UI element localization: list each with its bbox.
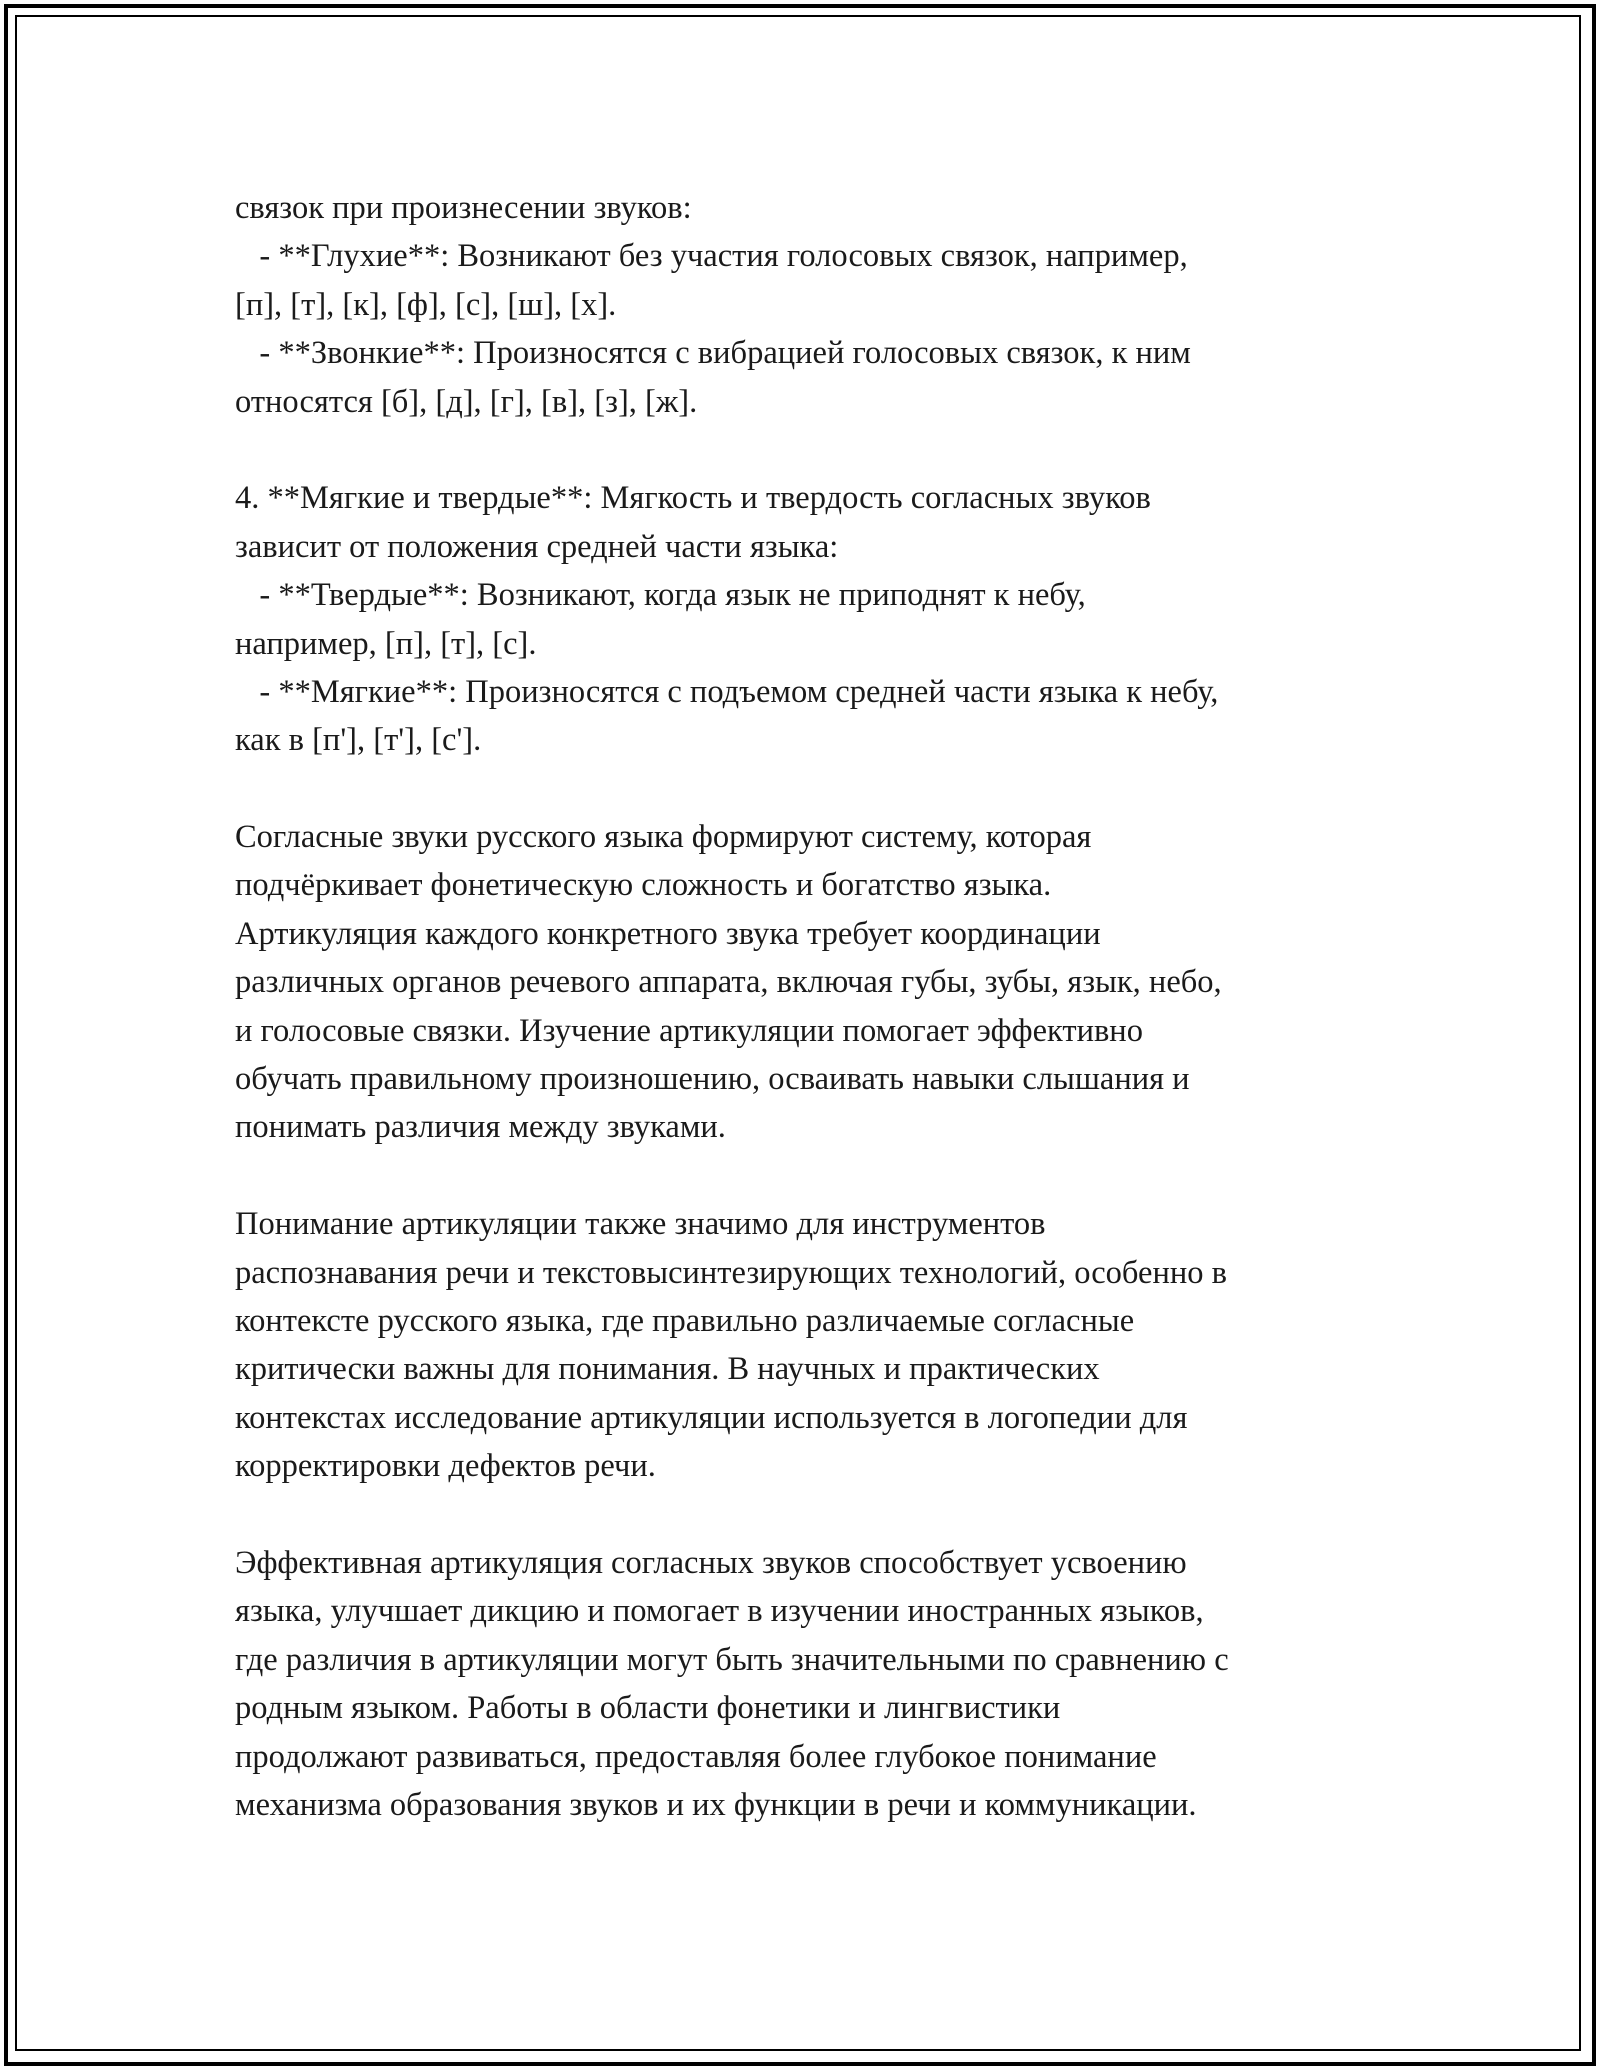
paragraph-gap [235, 765, 1395, 813]
text-line: где различия в артикуляции могут быть значительными по сравнению с [235, 1641, 1229, 1678]
text-line: 4. **Мягкие и твердые**: Мягкость и твердость согласных звуков [235, 480, 1151, 517]
text-line: контекстах исследование артикуляции используется в логопедии для [235, 1399, 1188, 1436]
text-line: языка, улучшает дикцию и помогает в изучении иностранных языков, [235, 1593, 1204, 1630]
text-line: связок при произнесении звуков: [235, 190, 692, 226]
text-line: подчёркивает фонетическую сложность и богатство языка. [235, 867, 1052, 904]
text-line: [п], [т], [к], [ф], [с], [ш], [х]. [235, 286, 617, 323]
text-line: корректировки дефектов речи. [235, 1448, 656, 1485]
text-line: родным языком. Работы в области фонетики и лингвистики [235, 1690, 1061, 1727]
text-line: - **Мягкие**: Произносятся с подъемом средней части языка к небу, [235, 673, 1219, 710]
paragraph-gap [235, 426, 1395, 474]
text-line: механизма образования звуков и их функции в речи и коммуникации. [235, 1786, 1197, 1823]
text-line: относятся [б], [д], [г], [в], [з], [ж]. [235, 383, 698, 420]
text-line: Согласные звуки русского языка формируют систему, которая [235, 819, 1092, 856]
text-line: контексте русского языка, где правильно различаемые согласные [235, 1302, 1135, 1339]
text-line: как в [п'], [т'], [с']. [235, 722, 482, 759]
text-line: Понимание артикуляции также значимо для инструментов [235, 1206, 1046, 1243]
text-line: критически важны для понимания. В научных и практических [235, 1351, 1100, 1388]
text-line: различных органов речевого аппарата, включая губы, зубы, язык, небо, [235, 964, 1222, 1001]
text-line: Эффективная артикуляция согласных звуков способствует усвоению [235, 1544, 1187, 1581]
text-line: и голосовые связки. Изучение артикуляции помогает эффективно [235, 1012, 1143, 1049]
document-body [235, 184, 1395, 1829]
text-line: распознавания речи и текстовысинтезирующих технологий, особенно в [235, 1254, 1227, 1291]
paragraph-gap [235, 1152, 1395, 1200]
text-line: обучать правильному произношению, осваивать навыки слышания и [235, 1061, 1190, 1098]
text-line: например, [п], [т], [с]. [235, 625, 537, 662]
text-line: - **Твердые**: Возникают, когда язык не приподнят к небу, [235, 577, 1086, 614]
text-line: Артикуляция каждого конкретного звука требует координации [235, 915, 1101, 952]
text-line: понимать различия между звуками. [235, 1109, 726, 1146]
paragraph-gap [235, 1491, 1395, 1539]
text-line: продолжают развиваться, предоставляя более глубокое понимание [235, 1738, 1157, 1775]
text-line: - **Звонкие**: Произносятся с вибрацией голосовых связок, к ним [235, 335, 1191, 372]
text-line: - **Глухие**: Возникают без участия голосовых связок, например, [235, 238, 1188, 275]
text-line: зависит от положения средней части языка: [235, 528, 839, 565]
